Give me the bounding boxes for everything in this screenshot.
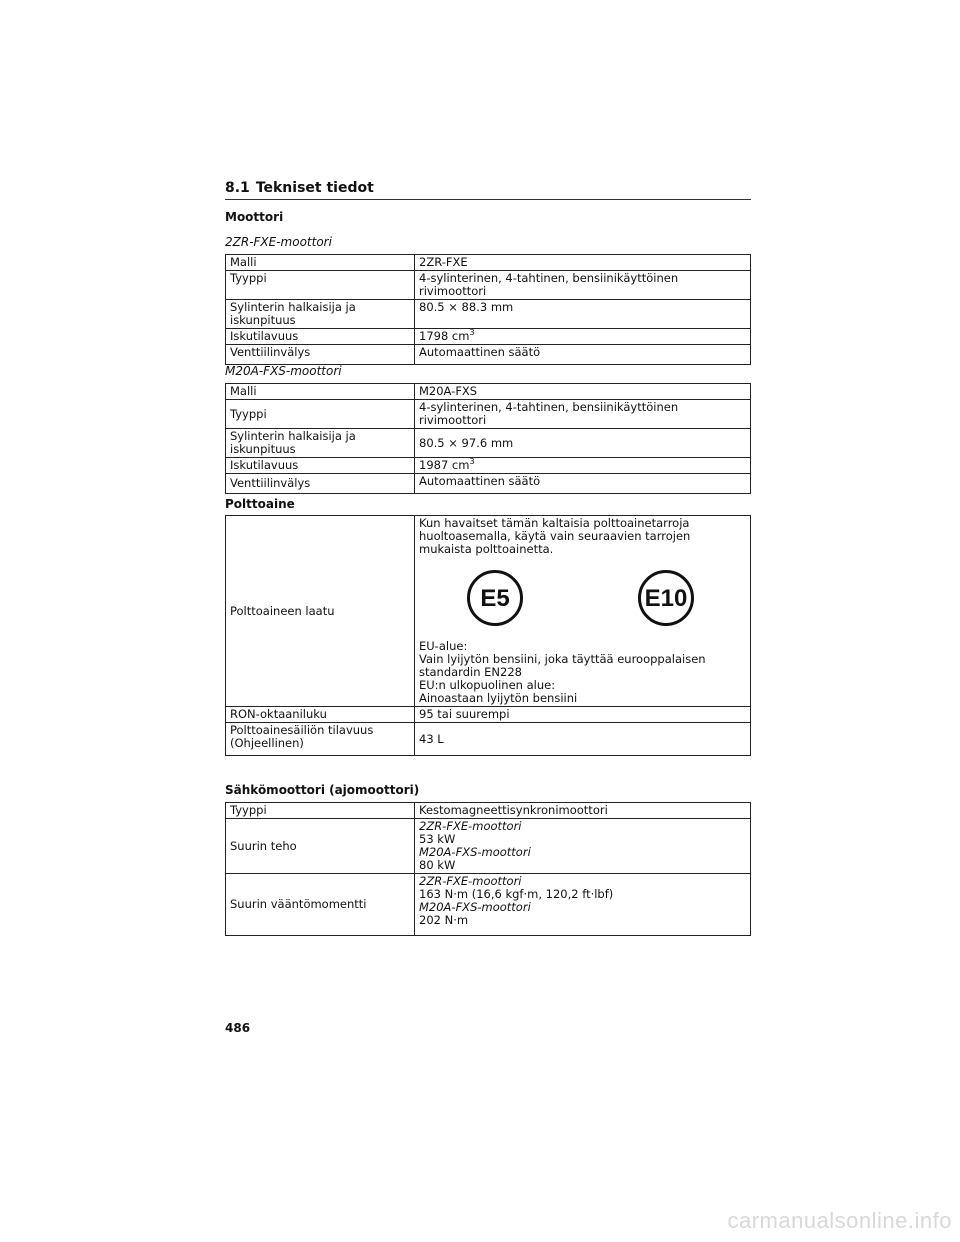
- value-text: 1987 cm: [419, 458, 470, 472]
- superscript: 3: [469, 328, 475, 338]
- table-row: [226, 874, 751, 936]
- engine-name: M20A-FXS-moottori: [419, 845, 531, 859]
- table-row: [226, 516, 751, 707]
- cell-value: [415, 819, 751, 874]
- table-row: [226, 300, 751, 329]
- table-row: [226, 345, 751, 365]
- engine-name: 2ZR-FXE-moottori: [419, 874, 522, 888]
- table-row: [226, 723, 751, 756]
- engine-name: M20A-FXS-moottori: [419, 900, 531, 914]
- cell-value: 43 L: [415, 723, 751, 756]
- table-row: [226, 329, 751, 345]
- table-row: [226, 474, 751, 494]
- table-row: [226, 803, 751, 819]
- cell-value: [415, 874, 751, 936]
- cell-key: Venttiilinvälys: [226, 474, 415, 494]
- cell-value: Automaattinen säätö: [415, 474, 751, 494]
- table-row: [226, 819, 751, 874]
- table-row: [226, 429, 751, 458]
- eu-line: EU:n ulkopuolinen alue:: [419, 678, 556, 692]
- cell-key: Polttoaineen laatu: [226, 516, 415, 707]
- torque-value: 202 N·m: [419, 913, 469, 927]
- eu-line: Ainoastaan lyijytön bensiini: [419, 691, 578, 705]
- cell-key: Suurin vääntömomentti: [226, 874, 415, 936]
- section-header: [225, 180, 751, 200]
- eu-line: Vain lyijytön bensiini, joka täyttää eurooppalaisen standardin EN228: [419, 652, 706, 679]
- cell-value: 2ZR-FXE: [415, 255, 751, 271]
- table-row: [226, 271, 751, 300]
- cell-value: M20A-FXS: [415, 384, 751, 400]
- heading-polttoaine: Polttoaine: [225, 497, 295, 511]
- section-title: Tekniset tiedot: [255, 180, 374, 196]
- eu-line: EU-alue:: [419, 639, 468, 653]
- table-row: [226, 458, 751, 474]
- superscript: 3: [469, 457, 475, 467]
- engine-name: 2ZR-FXE-moottori: [419, 819, 522, 833]
- fuel-table: [225, 515, 751, 756]
- manual-page: [225, 180, 751, 927]
- torque-value: 163 N·m (16,6 kgf·m, 120,2 ft·lbf): [419, 887, 614, 901]
- cell-value: [415, 329, 751, 345]
- cell-value: 80.5 × 97.6 mm: [415, 429, 751, 458]
- cell-key: RON-oktaaniluku: [226, 707, 415, 723]
- cell-value: 4-sylinterinen, 4-tahtinen, bensiinikäyttöinen rivimoottori: [415, 271, 751, 300]
- cell-key: Iskutilavuus: [226, 329, 415, 345]
- heading-sahkomoottori: Sähkömoottori (ajomoottori): [225, 783, 420, 797]
- cell-key: Tyyppi: [226, 803, 415, 819]
- section-number: 8.1: [225, 180, 250, 196]
- cell-value: [415, 516, 751, 707]
- cell-key: Suurin teho: [226, 819, 415, 874]
- cell-key: Malli: [226, 384, 415, 400]
- watermark: carmanualsonline.info: [727, 1208, 952, 1233]
- fuel-intro-text: Kun havaitset tämän kaltaisia polttoainetarroja huoltoasemalla, käytä vain seuraavien tarrojen mukaista polttoainetta.: [419, 516, 691, 556]
- cell-key: Tyyppi: [226, 271, 415, 300]
- cell-key: Malli: [226, 255, 415, 271]
- table-row: [226, 707, 751, 723]
- value-text: 1798 cm: [419, 329, 470, 343]
- motor-table: [225, 802, 751, 936]
- engine2-title: M20A-FXS-moottori: [225, 364, 342, 378]
- engine1-title: 2ZR-FXE-moottori: [225, 235, 332, 249]
- power-value: 80 kW: [419, 858, 456, 872]
- cell-key: Sylinterin halkaisija ja iskunpituus: [226, 300, 415, 329]
- cell-value: Automaattinen säätö: [415, 345, 751, 365]
- e10-fuel-label-icon: E10: [638, 570, 694, 626]
- e5-fuel-label-icon: E5: [467, 570, 523, 626]
- cell-key: Venttiilinvälys: [226, 345, 415, 365]
- cell-value: Kestomagneettisynkronimoottori: [415, 803, 751, 819]
- cell-value: 95 tai suurempi: [415, 707, 751, 723]
- power-value: 53 kW: [419, 832, 456, 846]
- cell-key: Iskutilavuus: [226, 458, 415, 474]
- table-row: [226, 255, 751, 271]
- page-number: 486: [225, 1021, 251, 1035]
- cell-value: [415, 458, 751, 474]
- cell-value: 4-sylinterinen, 4-tahtinen, bensiinikäyttöinen rivimoottori: [415, 400, 751, 429]
- cell-key: Sylinterin halkaisija ja iskunpituus: [226, 429, 415, 458]
- fuel-labels: [419, 556, 746, 640]
- heading-moottori: Moottori: [225, 210, 284, 224]
- cell-key: Tyyppi: [226, 400, 415, 429]
- engine1-table: [225, 254, 751, 365]
- table-row: [226, 384, 751, 400]
- cell-key: Polttoainesäiliön tilavuus (Ohjeellinen): [226, 723, 415, 756]
- engine2-table: [225, 383, 751, 494]
- table-row: [226, 400, 751, 429]
- cell-value: 80.5 × 88.3 mm: [415, 300, 751, 329]
